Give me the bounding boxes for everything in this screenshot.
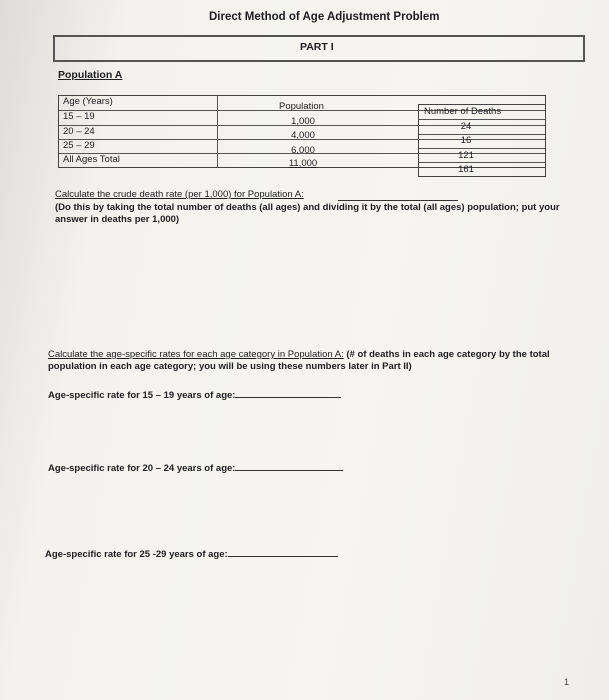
deaths-value: 24: [460, 121, 472, 132]
rate-item-25-29: [45, 547, 338, 560]
population-label: Population A: [58, 69, 123, 81]
age-header: Age (Years): [63, 96, 113, 107]
age-specific-prompt: Calculate the age-specific rates for each age category in Population A:: [48, 349, 344, 360]
deaths-header: Number of Deaths: [424, 106, 502, 117]
age-cell: 15 – 19: [63, 111, 95, 122]
rate-label: Age-specific rate for 15 – 19 years of age:: [48, 390, 236, 401]
crude-rate-instruction: (Do this by taking the total number of deaths (all ages) and dividing it by the total (all ages) population; put your answer in deaths per 1,000): [55, 202, 560, 225]
crude-rate-answer-line[interactable]: [338, 200, 458, 201]
rate-answer-line[interactable]: [228, 547, 338, 557]
page-number: 1: [564, 677, 570, 687]
rate-label: Age-specific rate for 20 – 24 years of age:: [48, 463, 236, 474]
population-value: 4,000: [291, 130, 315, 141]
rate-label: Age-specific rate for 25 -29 years of age:: [45, 549, 228, 560]
page-title: Direct Method of Age Adjustment Problem: [209, 11, 440, 23]
age-cell: 25 – 29: [63, 140, 95, 151]
rate-item-15-19: [48, 388, 341, 401]
rate-item-20-24: [48, 461, 343, 474]
deaths-column: [418, 104, 546, 177]
population-value: 11,000: [288, 158, 318, 169]
age-specific-instruction: (# of deaths in each age category by the total population in each age category; you will be using these numbers later in Part II): [48, 349, 550, 372]
deaths-value: 161: [458, 164, 474, 175]
population-header: Population: [279, 101, 324, 112]
deaths-value: 16: [460, 135, 472, 146]
part-label: PART I: [300, 41, 334, 53]
rate-answer-line[interactable]: [235, 461, 343, 471]
population-value: 1,000: [291, 116, 315, 127]
population-value: 6,000: [291, 145, 315, 156]
rate-answer-line[interactable]: [235, 388, 341, 398]
age-specific-question: [48, 349, 588, 373]
age-cell: 20 – 24: [63, 126, 95, 137]
age-cell: All Ages Total: [63, 154, 120, 165]
crude-rate-question: Calculate the crude death rate (per 1,000) for Population A:: [55, 189, 304, 200]
deaths-value: 121: [458, 150, 474, 161]
